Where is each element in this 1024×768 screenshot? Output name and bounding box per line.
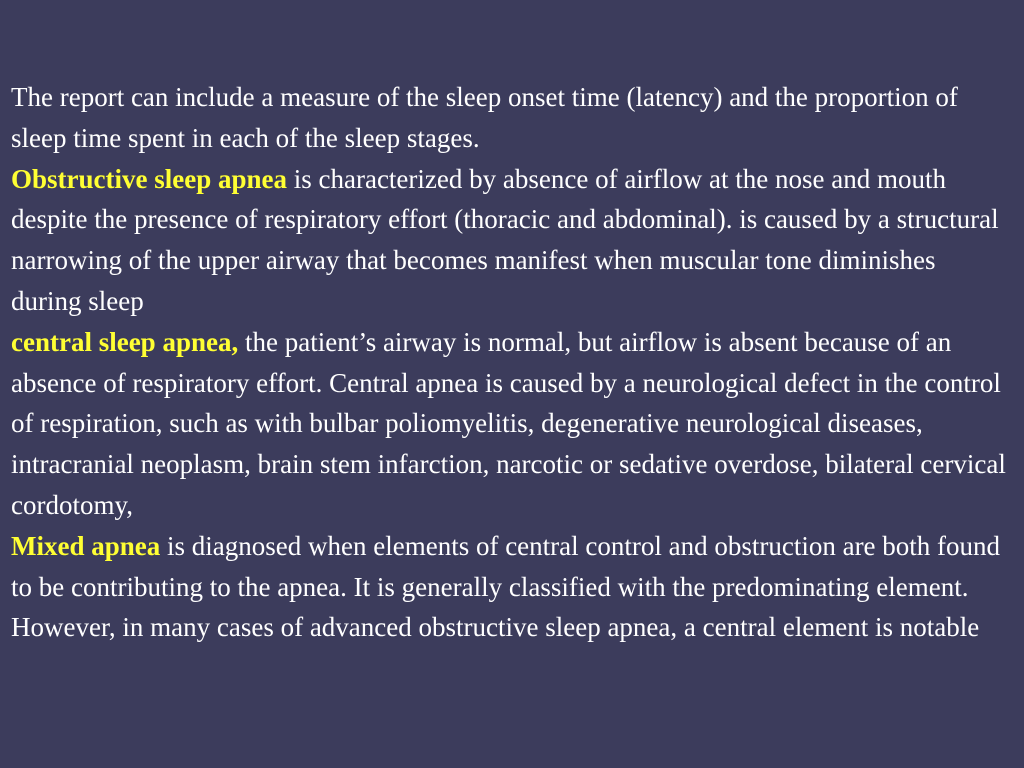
paragraph-text: the patient’s airway is normal, but airflow is absent because of an absence of respiratory effort. Central apnea is caused by a neurological defect in the control of respiration, such as with bulbar poliomyelitis, degenerative neurological diseases, intracranial neoplasm, brain stem infarction, narcotic or sedative overdose, bilateral cervical cordotomy, bbox=[11, 326, 1006, 520]
paragraph-text: is diagnosed when elements of central control and obstruction are both found to be contributing to the apnea. It is generally classified with the predominating element. However, in many cases of advanced obstructive sleep apnea, a central element is notable bbox=[11, 530, 1001, 643]
paragraph-central-apnea bbox=[11, 322, 1011, 526]
paragraph-sleep-report bbox=[11, 77, 1011, 159]
paragraph-obstructive-apnea bbox=[11, 159, 1011, 322]
slide-body-text bbox=[11, 77, 1011, 648]
paragraph-mixed-apnea bbox=[11, 526, 1011, 648]
paragraph-text: The report can include a measure of the sleep onset time (latency) and the proportion of sleep time spent in each of the sleep stages. bbox=[11, 82, 958, 153]
paragraph-text: is characterized by absence of airflow at the nose and mouth despite the presence of respiratory effort (thoracic and abdominal). is caused by a structural narrowing of the upper airway that becomes manifest when muscular tone diminishes during sleep bbox=[11, 163, 999, 316]
term-mixed-apnea: Mixed apnea bbox=[11, 530, 161, 561]
term-central-sleep-apnea: central sleep apnea, bbox=[11, 326, 239, 357]
term-obstructive-sleep-apnea: Obstructive sleep apnea bbox=[11, 163, 287, 194]
